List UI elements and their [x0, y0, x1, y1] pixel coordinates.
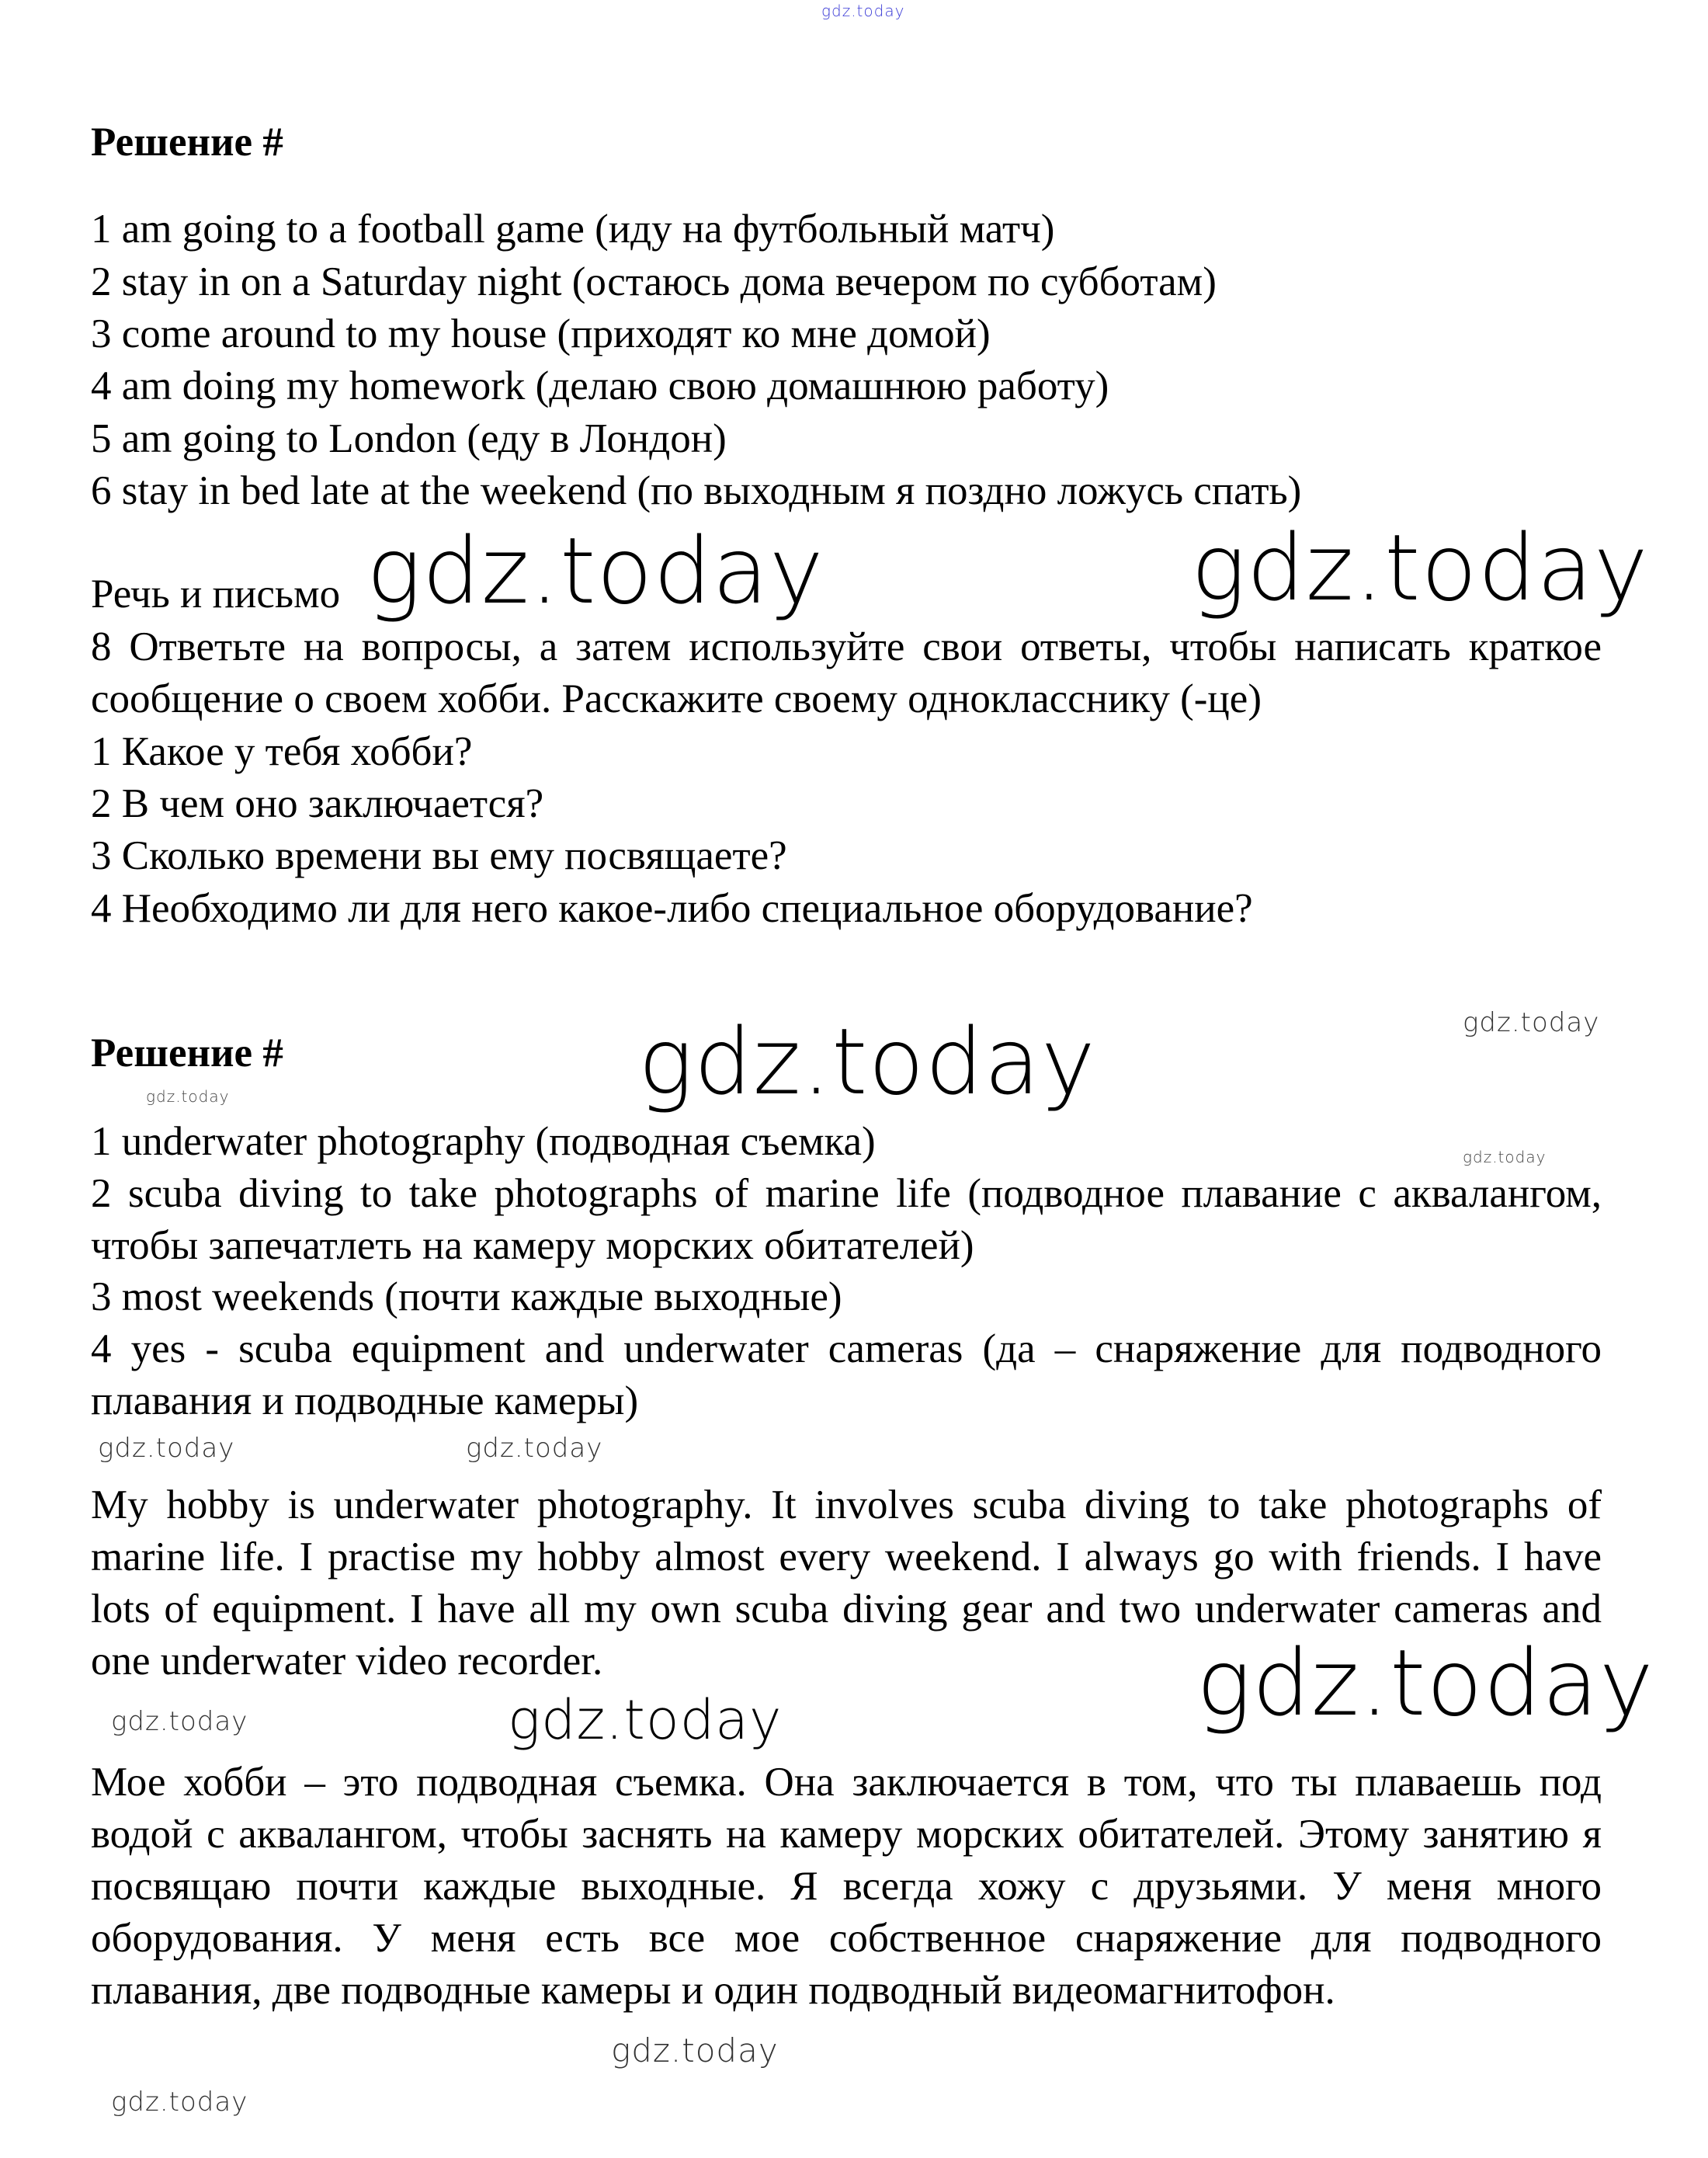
answer-line: 4 am doing my homework (делаю свою домашнюю работу): [91, 363, 1109, 408]
solution-heading: Решение #: [91, 1030, 283, 1076]
question-line: 4 Необходимо ли для него какое-либо специальное оборудование?: [91, 886, 1253, 931]
watermark: gdz.today: [466, 1433, 603, 1464]
answer-line: 2 scuba diving to take photographs of marine life (подводное плавание с аквалангом, чтобы запечатлеть на камеру морских обитателей): [91, 1171, 1602, 1268]
question-line: 2 В чем оно заключается?: [91, 781, 544, 826]
answer-line: 1 underwater photography (подводная съемка): [91, 1119, 876, 1164]
answer-line: 3 most weekends (почти каждые выходные): [91, 1274, 842, 1319]
watermark: gdz.today: [508, 1688, 783, 1752]
watermark: gdz.today: [1463, 1148, 1547, 1166]
question-line: 1 Какое у тебя хобби?: [91, 729, 473, 774]
watermark: gdz.today: [366, 517, 824, 624]
watermark: gdz.today: [638, 1008, 1096, 1115]
answer-line: 2 stay in on a Saturday night (остаюсь дома вечером по субботам): [91, 259, 1217, 304]
watermark: gdz.today: [111, 1706, 248, 1737]
answer-line: 3 come around to my house (приходят ко мне домой): [91, 311, 991, 356]
watermark: gdz.today: [1196, 1629, 1654, 1736]
section-subheading: Речь и письмо: [91, 572, 341, 617]
watermark: gdz.today: [98, 1433, 235, 1464]
solution-heading: Решение #: [91, 120, 283, 165]
answer-line: 6 stay in bed late at the weekend (по выходным я поздно ложусь спать): [91, 468, 1302, 513]
watermark: gdz.today: [821, 2, 905, 20]
watermark: gdz.today: [611, 2031, 779, 2069]
english-text: My hobby is underwater photography. It involves scuba diving to take photographs of marine life. I practise my hobby almost every weekend. I always go with friends. I have lots of equipment. I have all my own scuba diving gear and two underwater cameras and one underwater video recorder.: [91, 1482, 1602, 1684]
russian-text: Мое хобби – это подводная съемка. Она заключается в том, что ты плаваешь под водой с аквалангом, чтобы заснять на камеру морских обитателей. Этому занятию я посвящаю почти каждые выходные. Я всегда хожу с друзьями. У меня много оборудования. У меня есть все мое собственное снаряжение для подводного плавания, две подводные камеры и один подводный видеомагнитофон.: [91, 1760, 1602, 2013]
answer-line: 4 yes - scuba equipment and underwater cameras (да – снаряжение для подводного плавания и подводные камеры): [91, 1326, 1602, 1423]
answer-line: 1 am going to a football game (иду на футбольный матч): [91, 207, 1055, 252]
watermark: gdz.today: [1191, 514, 1649, 621]
watermark: gdz.today: [1463, 1007, 1600, 1038]
watermark: gdz.today: [146, 1087, 230, 1106]
answer-line: 5 am going to London (еду в Лондон): [91, 416, 727, 461]
watermark: gdz.today: [111, 2087, 248, 2118]
question-line: 3 Сколько времени вы ему посвящаете?: [91, 833, 787, 878]
task-text: 8 Ответьте на вопросы, а затем используйте свои ответы, чтобы написать краткое сообщение о своем хобби. Расскажите своему однокласснику (-це): [91, 624, 1602, 721]
